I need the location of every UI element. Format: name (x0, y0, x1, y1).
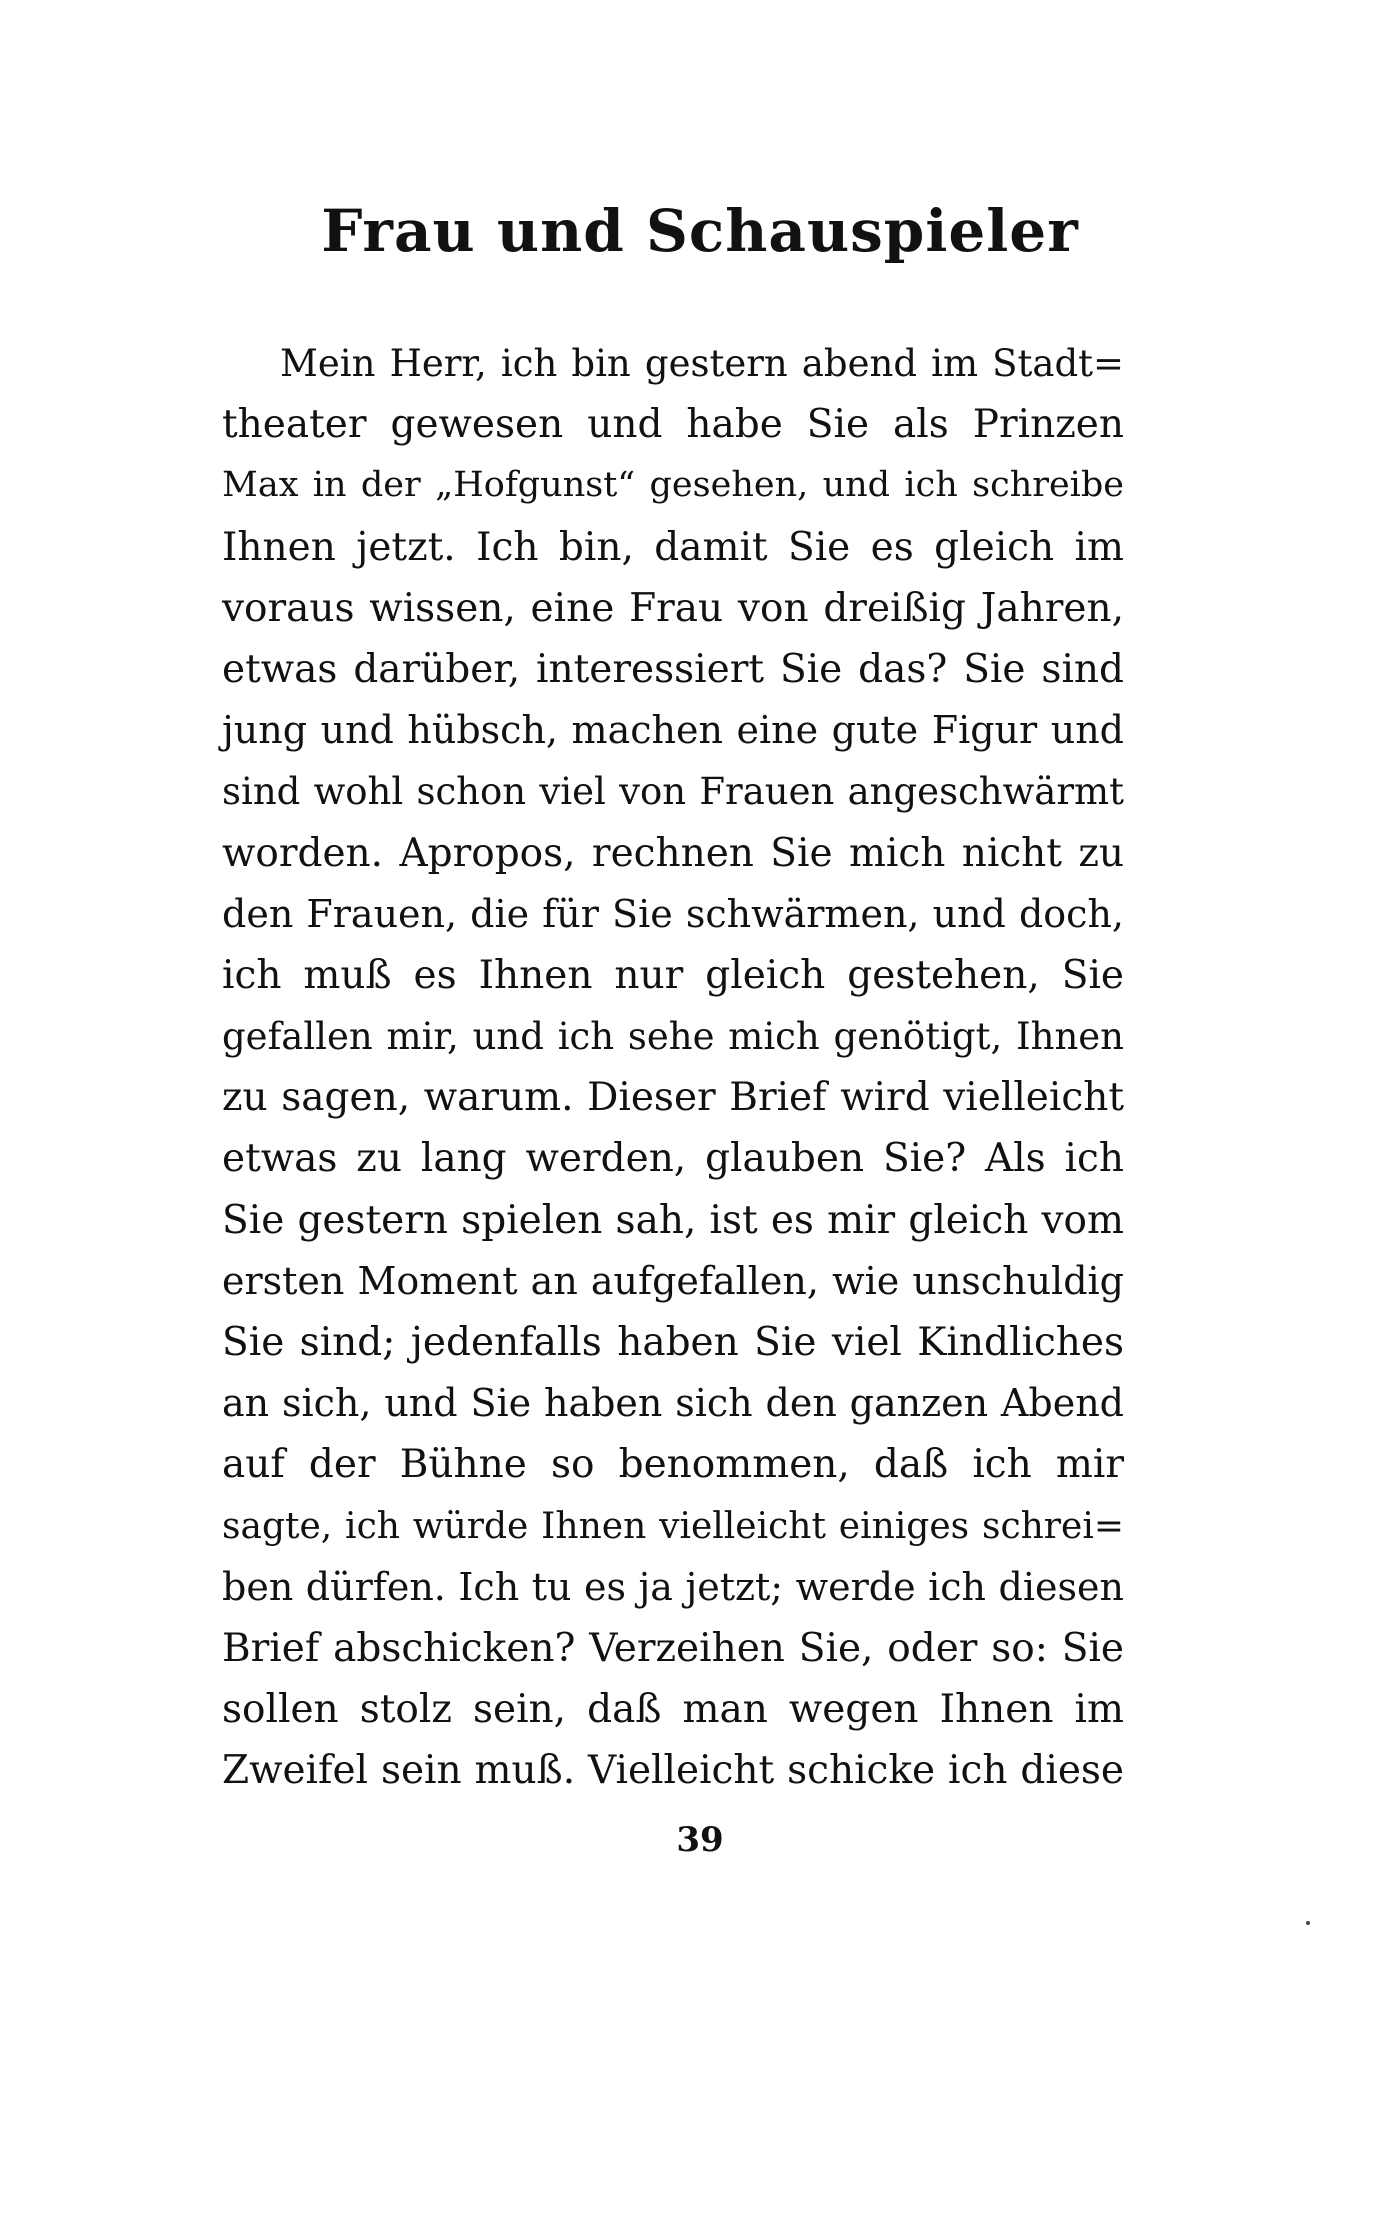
text-line: Sie gestern spielen sah, ist es mir gleich vom (222, 1197, 1124, 1243)
text-line: ich muß es Ihnen nur gleich gestehen, Sie (222, 952, 1124, 998)
text-line: ersten Moment an aufgefallen, wie unschuldig (222, 1258, 1124, 1303)
text-line: Ihnen jetzt. Ich bin, damit Sie es gleich im (222, 524, 1124, 570)
text-line: voraus wissen, eine Frau von dreißig Jahren, (222, 585, 1124, 631)
text-line: etwas zu lang werden, glauben Sie? Als ich (222, 1136, 1124, 1182)
text-line: sollen stolz sein, daß man wegen Ihnen im (222, 1687, 1124, 1733)
text-line: den Frauen, die für Sie schwärmen, und doch, (222, 891, 1124, 936)
text-line: Zweifel sein muß. Vielleicht schicke ich diese (222, 1748, 1124, 1794)
text-line: sind wohl schon viel von Frauen angeschwärmt (222, 770, 1124, 814)
body-text (222, 333, 1124, 1802)
text-line: an sich, und Sie haben sich den ganzen Abend (222, 1381, 1124, 1426)
text-line: ben dürfen. Ich tu es ja jetzt; werde ich diesen (222, 1564, 1124, 1609)
text-line: gefallen mir, und ich sehe mich genötigt, Ihnen (222, 1015, 1124, 1059)
text-line: auf der Bühne so benommen, daß ich mir (222, 1442, 1124, 1488)
text-line: Max in der „Hofgunst“ gesehen, und ich schreibe (222, 465, 1124, 506)
text-line: Brief abschicken? Verzeihen Sie, oder so: Sie (222, 1625, 1124, 1671)
page-number: 39 (676, 1820, 724, 1860)
text-line: sagte, ich würde Ihnen vielleicht einiges schrei= (222, 1505, 1124, 1547)
text-line: etwas darüber, interessiert Sie das? Sie sind (222, 646, 1124, 692)
text-line: theater gewesen und habe Sie als Prinzen (222, 402, 1124, 448)
text-line: worden. Apropos, rechnen Sie mich nicht zu (222, 830, 1124, 876)
chapter-title: Frau und Schauspieler (321, 197, 1079, 265)
text-line: jung und hübsch, machen eine gute Figur und (222, 708, 1124, 753)
text-line: zu sagen, warum. Dieser Brief wird vielleicht (222, 1075, 1124, 1121)
scan-speck (1306, 1921, 1310, 1925)
text-line: Sie sind; jedenfalls haben Sie viel Kindliches (222, 1320, 1124, 1365)
text-line: Mein Herr, ich bin gestern abend im Stadt= (280, 342, 1124, 385)
